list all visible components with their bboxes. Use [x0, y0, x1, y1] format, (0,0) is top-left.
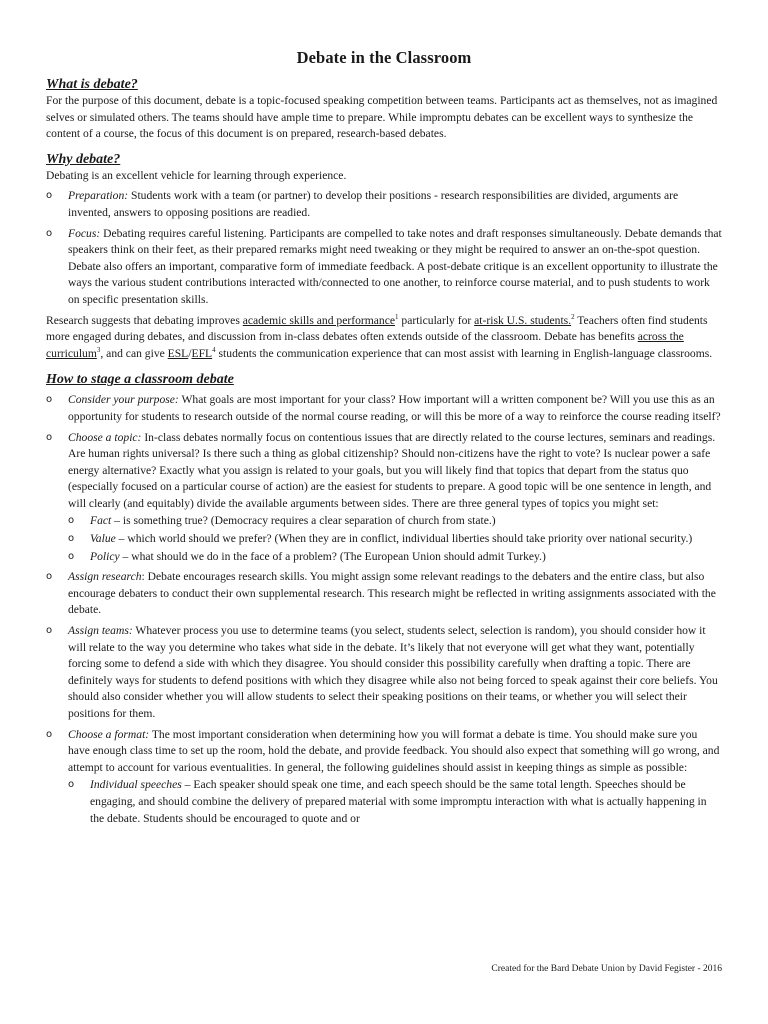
- sub-list-item: [46, 513, 722, 530]
- list-item: [46, 392, 722, 425]
- bullet-marker: o: [68, 550, 75, 562]
- text-run: , and can give: [100, 346, 168, 360]
- item-text: What goals are most important for your class? How important will a written component be? Will you use this as an opportunity for students to research outside of the normal course reading, or will this be more of a way to reinforce the course reading itself?: [68, 393, 721, 423]
- item-text: – which world should we prefer? (When they are in conflict, individual liberties should take priority over national security.): [115, 532, 693, 546]
- how-to-stage-list: [46, 392, 722, 827]
- document-page: [46, 48, 722, 827]
- item-term: Consider your purpose:: [68, 393, 179, 407]
- section-heading-why-debate: Why debate?: [46, 151, 121, 167]
- link-efl[interactable]: EFL: [191, 346, 213, 360]
- footnote-ref: 1: [395, 312, 399, 321]
- sub-list-item: [46, 777, 722, 827]
- item-text: : Debate encourages research skills. You might assign some relevant readings to the debaters and the entire class, but also encourage debaters to conduct their own supplemental research. This research might be reflected in writing assignments associated with the debate.: [68, 570, 716, 617]
- bullet-marker: o: [46, 728, 53, 740]
- item-term: Fact: [90, 514, 112, 528]
- item-text: Debating requires careful listening. Participants are compelled to take notes and draft responses simultaneously. Debate demands that speakers think on their feet, as their prepared remarks might need tweaking or they might be required to answer an on-the-spot question. Debate also offers an important, comparative form of immediate feedback. A post-debate critique is an excellent opportunity to illustrate the ways the various student contributions interacted with/connected to one another, to reinforce course material, and to push students to work on specific presentation skills.: [68, 226, 722, 306]
- list-item: [46, 188, 722, 221]
- footnote-ref: 3: [96, 345, 101, 354]
- bullet-marker: o: [46, 394, 53, 406]
- footnote-ref: 2: [571, 312, 575, 321]
- text-run: Research suggests that debating improves: [46, 313, 243, 327]
- page-footer: Created for the Bard Debate Union by David Fegister - 2016: [491, 964, 722, 974]
- link-across-curriculum[interactable]: across the curriculum: [46, 330, 684, 360]
- page-title: Debate in the Classroom: [296, 48, 472, 67]
- bullet-marker: o: [68, 779, 75, 791]
- why-debate-list: [46, 188, 722, 308]
- list-item: [46, 727, 722, 777]
- bullet-marker: o: [68, 533, 75, 545]
- bullet-marker: o: [46, 431, 53, 443]
- item-text: – what should we do in the face of a problem? (The European Union should admit Turkey.): [119, 549, 546, 563]
- item-text: Whatever process you use to determine teams (you select, students select, selection is random), you should consider how it will relate to the way you determine who takes what side in the debate. It’s likely that not everyone will get what they want, potentially forcing some to defend a side with which they disagree. You should consider this possibility carefully when drafting a topic. There are definitely ways for students to defend positions with which they disagree while also not being forced to speak against their core beliefs. You should also consider whether you will allow students to select their speaking positions on their teams, or whether you will select their positions for them.: [68, 624, 718, 720]
- item-term: Policy: [90, 549, 120, 563]
- item-text: Students work with a team (or partner) to develop their positions - research responsibilities are divided, arguments are invented, answers to opposing positions are readied.: [68, 189, 679, 219]
- list-item: [46, 430, 722, 513]
- sub-list-item: [46, 549, 722, 566]
- bullet-marker: o: [46, 190, 53, 202]
- link-esl[interactable]: ESL: [167, 346, 189, 360]
- item-text: – is something true? (Democracy requires a clear separation of church from state.): [111, 514, 496, 528]
- item-text: The most important consideration when determining how you will format a debate is time. You should make sure you have enough class time to set up the room, hold the debate, and provide feedback. You should also expect that something will go wrong, and attempt to account for various eventualities. In general, the following guidelines should assist in keeping things as simple as possible:: [68, 727, 720, 774]
- item-term: Assign research: [68, 570, 142, 584]
- why-debate-intro: Debating is an excellent vehicle for learning through experience.: [46, 168, 347, 182]
- section-heading-what-is-debate: What is debate?: [46, 77, 138, 92]
- item-term: Choose a format:: [68, 727, 150, 741]
- link-at-risk-students[interactable]: at-risk U.S. students.: [474, 313, 572, 327]
- what-is-debate-paragraph: For the purpose of this document, debate is a topic-focused speaking competition between teams. Participants act as themselves, not as imagined selves or simulated others. The teams should have ample time to prepare. While impromptu debates can be excellent ways to synthesize the content of a course, the focus of this document is on prepared, research-based debates.: [46, 94, 718, 141]
- item-term: Value: [90, 532, 116, 546]
- list-item: [46, 623, 722, 723]
- research-paragraph: [46, 313, 722, 363]
- item-term: Preparation:: [68, 189, 129, 203]
- list-item: [46, 569, 722, 619]
- sub-list-item: [46, 531, 722, 548]
- item-term: Choose a topic:: [68, 430, 142, 444]
- bullet-marker: o: [46, 571, 53, 583]
- item-term: Assign teams:: [68, 624, 133, 638]
- item-text: – Each speaker should speak one time, and each speech should be the same total length. Speeches should be engaging, and should combine the delivery of prepared material with some impromptu interaction with what is actually happening in the debate. Students should be encouraged to quote and or: [90, 778, 707, 825]
- item-term: Individual speeches: [90, 778, 182, 792]
- bullet-marker: o: [68, 515, 75, 527]
- item-text: In-class debates normally focus on contentious issues that are directly related to the course lectures, seminars and readings. Are human rights universal? Is there such a thing as global citizenship? Should non-citizens have the right to vote? Is nuclear power a safe energy alternative? Exactly what you assign is related to your goals, but you will likely find that topics that depart from the status quo (especially focused on a particular course of action) are the easiest for students to prepare. A good topic will be one sentence in length, and will clearly (and equitably) divide the available arguments between sides. There are three general types of topics you might set:: [68, 430, 716, 510]
- text-run: particularly for: [398, 313, 475, 327]
- item-term: Focus:: [68, 226, 101, 240]
- link-academic-skills[interactable]: academic skills and performance: [242, 313, 395, 327]
- bullet-marker: o: [46, 625, 53, 637]
- text-run: students the communication experience that can most assist with learning in English-language classrooms.: [215, 346, 713, 360]
- footnote-ref: 4: [212, 345, 216, 354]
- list-item: [46, 226, 722, 309]
- text-run: /: [188, 346, 192, 360]
- section-heading-how-to-stage: How to stage a classroom debate: [46, 372, 234, 388]
- bullet-marker: o: [46, 227, 53, 239]
- text-run: Teachers often find students more engaged during debates, and discussion from in-class debates often extends outside of the classroom. Debate has benefits: [46, 313, 708, 344]
